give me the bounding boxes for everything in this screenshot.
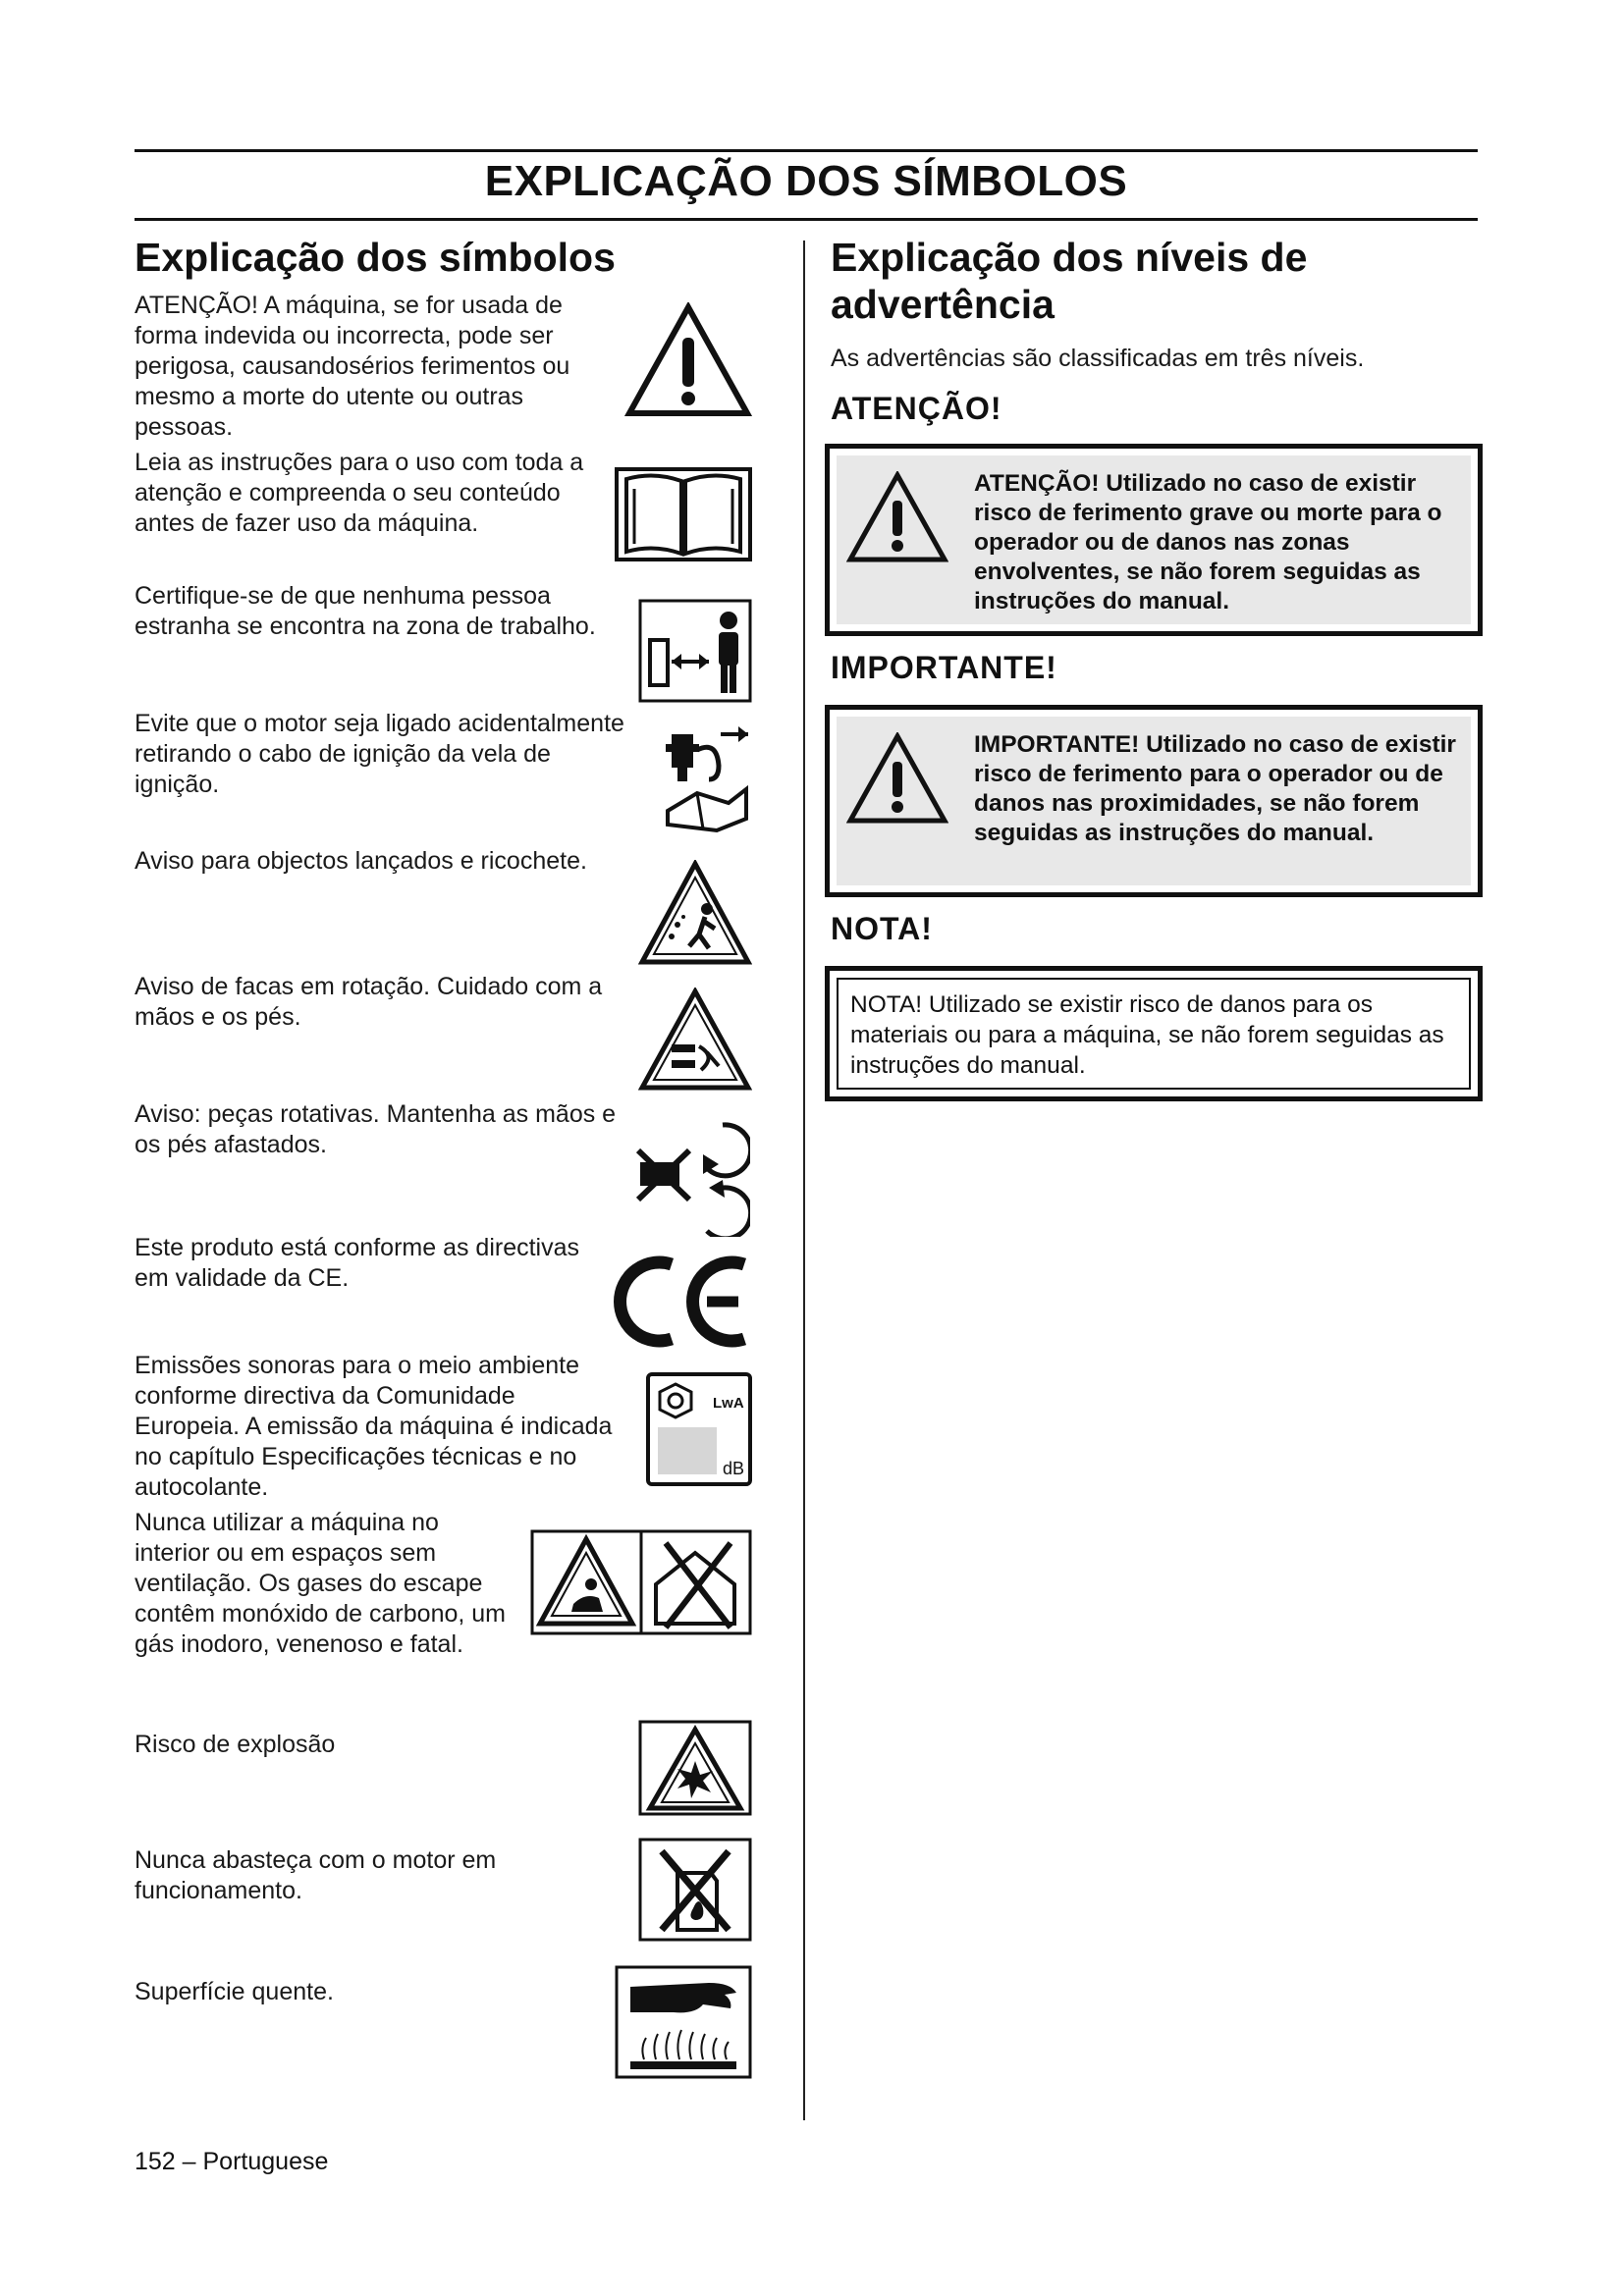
symbol-text-distance: Certifique-se de que nenhuma pessoa estranha se encontra na zona de trabalho. — [135, 582, 596, 640]
page-footer: 152 – Portuguese — [135, 2148, 329, 2175]
noise-db-label: dB — [723, 1459, 745, 1478]
title-underline — [135, 218, 1478, 221]
levels-intro: As advertências são classificadas em três níveis. — [831, 345, 1365, 372]
ce-mark-icon — [611, 1251, 754, 1353]
symbol-text-exhaust: Nunca utilizar a máquina no interior ou em espaços sem ventilação. Os gases do escape contêm monóxido de carbono, um gás inodoro, venenoso e fatal. — [135, 1509, 506, 1658]
symbol-text-hot: Superfície quente. — [135, 1978, 334, 2005]
page-title: EXPLICAÇÃO DOS SÍMBOLOS — [484, 157, 1128, 205]
symbol-text-thrown: Aviso para objectos lançados e ricochete. — [135, 847, 587, 875]
note-box-nota — [825, 966, 1483, 1101]
top-rule — [135, 149, 1478, 152]
symbol-text-refuel: Nunca abasteça com o motor em funcionamento. — [135, 1846, 497, 1904]
warning-box-atencao-text: ATENÇÃO! Utilizado no caso de existir risco de ferimento grave ou morte para o operador ou de danos nas zonas envolventes, se não forem seguidas as instruções do manual. — [974, 470, 1442, 614]
levels-heading: Explicação dos níveis de advertência — [831, 235, 1308, 327]
safety-distance-icon — [638, 599, 752, 703]
level-title-atencao: ATENÇÃO! — [831, 391, 1002, 426]
note-box-nota-text: NOTA! Utilizado se existir risco de danos para os materiais ou para a máquina, se não forem seguidas as instruções do manual. — [837, 978, 1471, 1090]
spark-plug-icon — [658, 721, 756, 838]
symbol-text-blades: Aviso de facas em rotação. Cuidado com a mãos e os pés. — [135, 973, 603, 1031]
noise-emission-icon — [646, 1372, 752, 1486]
warning-box-atencao — [825, 444, 1483, 636]
warning-box-importante — [825, 705, 1483, 897]
symbol-text-manual: Leia as instruções para o uso com toda a atenção e compreenda o seu conteúdo antes de fazer uso da máquina. — [135, 449, 584, 537]
hot-surface-icon — [615, 1965, 752, 2079]
symbol-text-noise: Emissões sonoras para o meio ambiente conforme directiva da Comunidade Europeia. A emissão da máquina é indicada no capítulo Especificações técnicas e no autocolante. — [135, 1352, 613, 1501]
explosion-icon — [638, 1720, 752, 1816]
symbols-heading: Explicação dos símbolos — [135, 235, 616, 280]
no-refuel-icon — [638, 1838, 752, 1942]
exhaust-gas-icon — [530, 1529, 752, 1635]
warning-triangle-icon — [624, 302, 752, 418]
rotating-blades-icon — [638, 988, 752, 1092]
thrown-objects-icon — [638, 860, 752, 966]
noise-lwa-label: LwA — [713, 1395, 744, 1412]
symbol-text-rotating: Aviso: peças rotativas. Mantenha as mãos e os pés afastados. — [135, 1100, 617, 1158]
manual-book-icon — [615, 465, 752, 563]
symbol-text-warning: ATENÇÃO! A máquina, se for usada de forma indevida ou incorrecta, pode ser perigosa, causandosérios ferimentos ou mesmo a morte do utente ou outras pessoas. — [135, 292, 570, 441]
rotating-parts-icon — [634, 1115, 750, 1237]
symbol-text-sparkplug: Evite que o motor seja ligado acidentalmente retirando o cabo de ignição da vela de ignição. — [135, 710, 624, 798]
column-divider — [803, 240, 805, 2120]
level-title-importante: IMPORTANTE! — [831, 650, 1057, 685]
warning-triangle-icon — [846, 732, 948, 829]
symbol-text-ce: Este produto está conforme as directivas em validade da CE. — [135, 1234, 580, 1292]
warning-box-importante-text: IMPORTANTE! Utilizado no caso de existir risco de ferimento para o operador ou de danos nas proximidades, se não forem seguidas as instruções do manual. — [974, 731, 1456, 846]
symbol-text-explosion: Risco de explosão — [135, 1731, 336, 1758]
warning-triangle-icon — [846, 471, 948, 568]
level-title-nota: NOTA! — [831, 911, 933, 946]
